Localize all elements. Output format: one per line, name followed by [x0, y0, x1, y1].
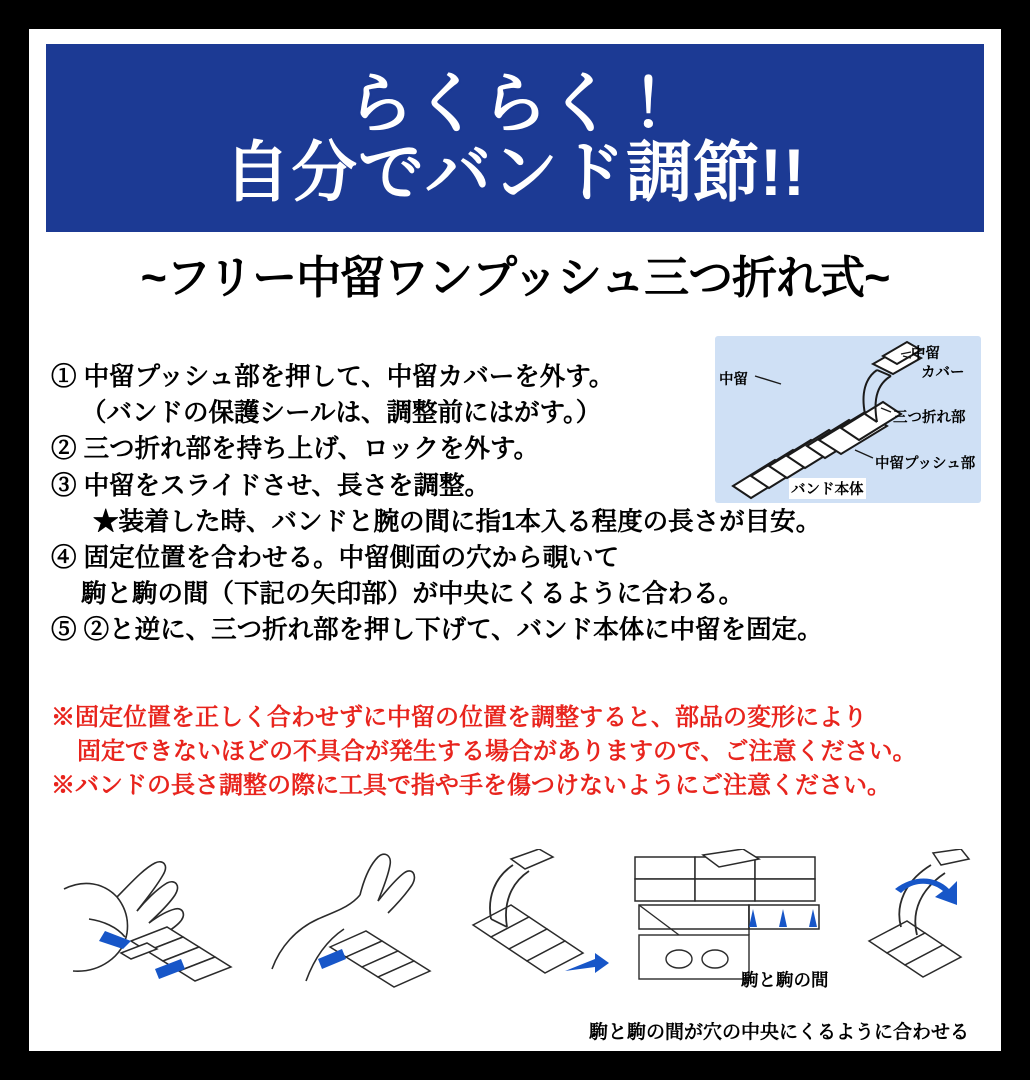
- step-4: ④ 固定位置を合わせる。中留側面の穴から覗いて: [51, 544, 620, 573]
- step-1: ① 中留プッシュ部を押して、中留カバーを外す。: [51, 363, 615, 391]
- photo-strip: [41, 849, 989, 1043]
- photo-step-1: [59, 849, 249, 999]
- step-3: ③ 中留をスライドさせ、長さを調整。: [51, 471, 491, 500]
- step-1-note: （バンドの保護シールは、調整前にはがす。）: [81, 399, 602, 428]
- diagram-label-mitsuore: 三つ折れ部: [893, 410, 966, 426]
- title-line-2: 自分でバンド調節!!: [224, 135, 806, 209]
- title-line-1: らくらく！: [347, 65, 683, 140]
- step-4-note: 駒と駒の間（下記の矢印部）が中央にくるように合わる。: [81, 580, 745, 609]
- diagram-label-nakadome: 中留: [719, 372, 748, 388]
- warning-line-1: ※固定位置を正しく合わせずに中留の位置を調整すると、部品の変形により: [51, 704, 867, 731]
- photo-step-2: [266, 849, 441, 999]
- caption-bottom: 駒と駒の間が穴の中央にくるように合わせる: [589, 1022, 970, 1043]
- warning-line-2: 固定できないほどの不具合が発生する場合がありますので、ご注意ください。: [77, 738, 917, 766]
- warning-line-3: ※バンドの長さ調整の際に工具で指や手を傷つけないようにご注意ください。: [51, 772, 891, 800]
- diagram-label-cover-line1: 中留: [911, 346, 940, 362]
- step-2: ② 三つ折れ部を持ち上げ、ロックを外す。: [51, 435, 540, 464]
- clasp-diagram: [715, 336, 981, 503]
- caption-koma-to-koma: 駒と駒の間: [741, 970, 829, 990]
- warning-notes: [51, 701, 981, 803]
- title-banner: [46, 44, 984, 232]
- step-5: ⑤ ②と逆に、三つ折れ部を押し下げて、バンド本体に中留を固定。: [51, 616, 823, 645]
- subtitle: ~フリー中留ワンプッシュ三つ折れ式~: [140, 252, 890, 303]
- instruction-sheet: [29, 29, 1001, 1051]
- step-3-note: ★装着した時、バンドと腕の間に指1本入る程度の長さが目安。: [93, 507, 822, 536]
- diagram-label-band: バンド本体: [789, 478, 866, 499]
- diagram-label-push: 中留プッシュ部: [875, 456, 976, 472]
- diagram-label-cover-line2: カバー: [921, 365, 965, 381]
- photo-step-3: [453, 849, 623, 999]
- photo-step-5: [861, 849, 986, 999]
